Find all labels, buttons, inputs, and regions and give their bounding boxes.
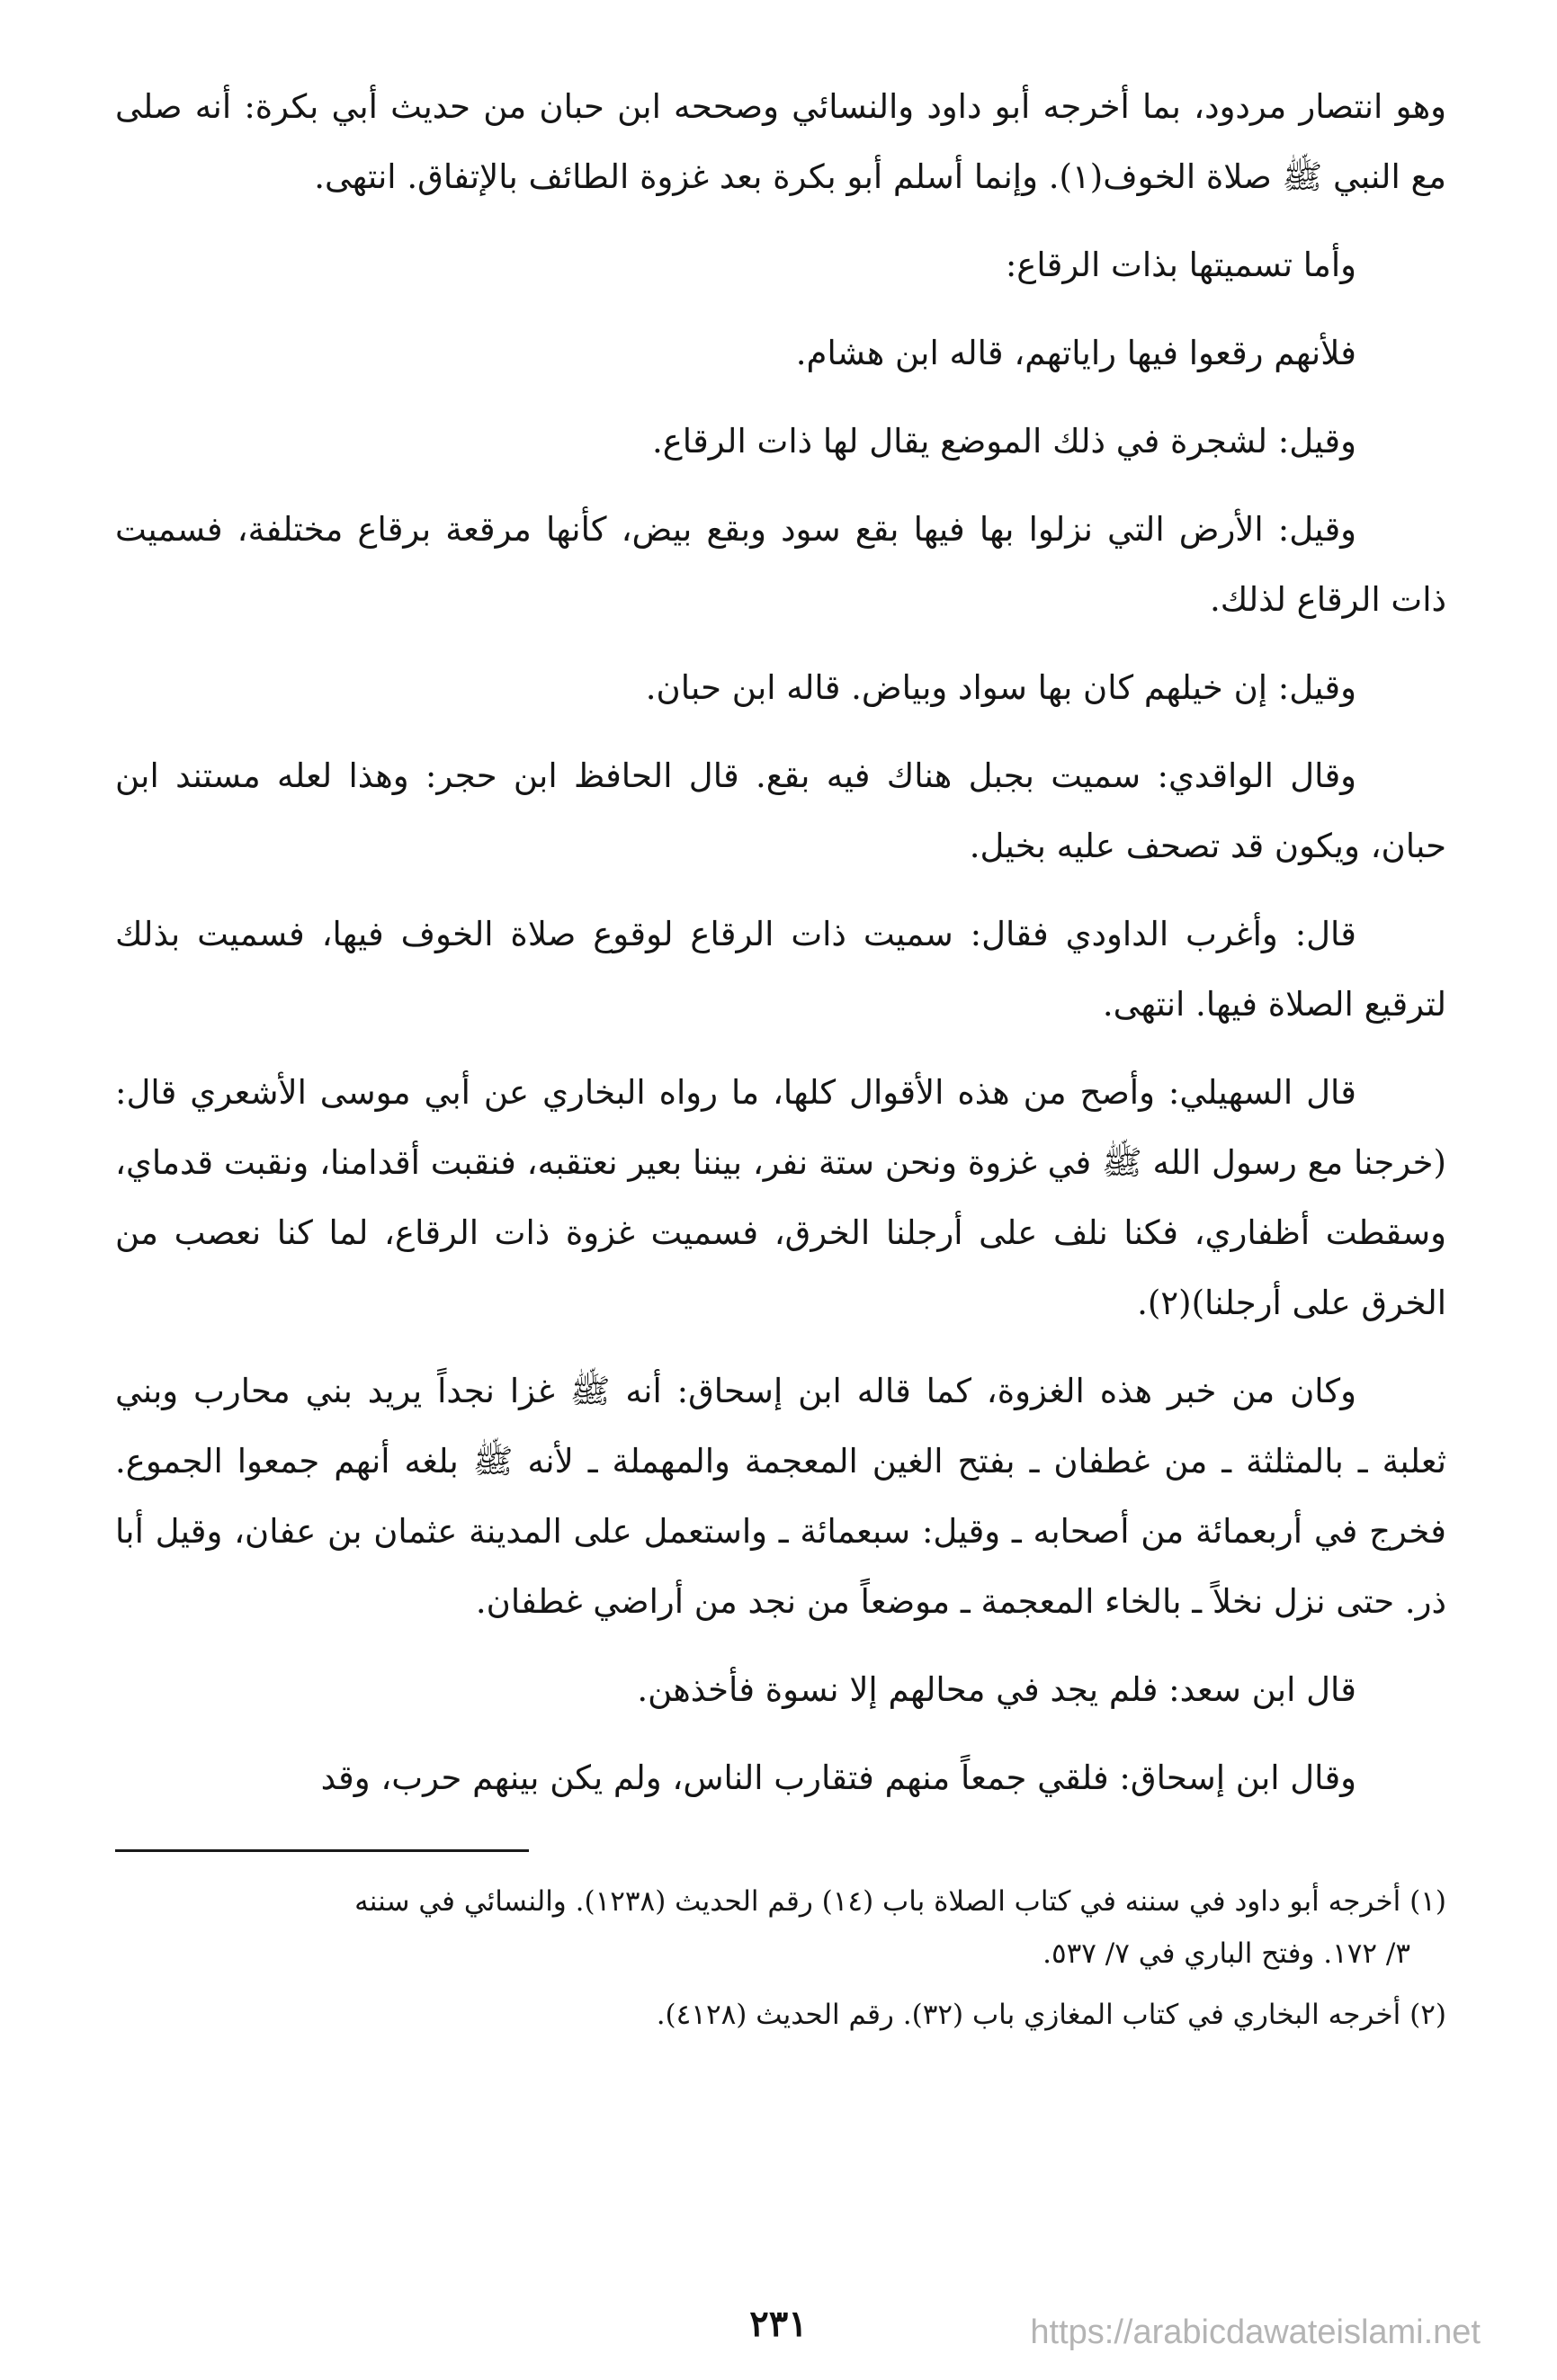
page-number: ٢٣١ — [749, 2303, 808, 2345]
footnote-1-line-2: ٣/ ١٧٢. وفتح الباري في ٧/ ٥٣٧. — [1042, 1937, 1410, 1970]
paragraph-1: وهو انتصار مردود، بما أخرجه أبو داود والنسائي وصححه ابن حبان من حديث أبي بكرة: أنه صلى مع النبي ﷺ صلاة الخوف(١). وإنما أسلم أبو بكرة بعد غزوة الطائف بالإتفاق. انتهى. — [115, 87, 1446, 196]
paragraph-10: وكان من خبر هذه الغزوة، كما قاله ابن إسحاق: أنه ﷺ غزا نجداً يريد بني محارب وبني ثعلبة ـ بالمثلثة ـ من غطفان ـ بفتح الغين المعجمة والمهملة ـ لأنه ﷺ بلغه أنهم جمعوا الجموع. فخرج في أربعمائة من أصحابه ـ وقيل: سبعمائة ـ واستعمل على المدينة عثمان بن عفان، وقيل أبا ذر. حتى نزل نخلاً ـ بالخاء المعجمة ـ موضعاً من نجد من أراضي غطفان. — [115, 1372, 1446, 1621]
paragraph-2: وأما تسميتها بذات الرقاع: — [1005, 246, 1356, 284]
paragraph-8: قال: وأغرب الداودي فقال: سميت ذات الرقاع لوقوع صلاة الخوف فيها، فسميت بذلك لترقيع الصلاة فيها. انتهى. — [115, 915, 1446, 1024]
paragraph-9: قال السهيلي: وأصح من هذه الأقوال كلها، ما رواه البخاري عن أبي موسى الأشعري قال: (خرجنا مع رسول الله ﷺ في غزوة ونحن ستة نفر، بيننا بعير نعتقبه، فنقبت أقدامنا، ونقبت قدماي، وسقطت أظفاري، فكنا نلف على أرجلنا الخرق، فسميت غزوة ذات الرقاع، لما كنا نعصب من الخرق على أرجلنا)(٢). — [115, 1073, 1446, 1322]
watermark-url: https://arabicdawateislami.net — [1030, 2313, 1481, 2351]
footnote-2: (٢) أخرجه البخاري في كتاب المغازي باب (٣٢). رقم الحديث (٤١٢٨). — [656, 1999, 1446, 2031]
paragraph-4: وقيل: لشجرة في ذلك الموضع يقال لها ذات الرقاع. — [651, 422, 1356, 461]
paragraph-12: وقال ابن إسحاق: فلقي جمعاً منهم فتقارب الناس، ولم يكن بينهم حرب، وقد — [320, 1758, 1356, 1797]
footnote-separator — [115, 1849, 529, 1852]
footnotes — [115, 1875, 1446, 2041]
paragraph-11: قال ابن سعد: فلم يجد في محالهم إلا نسوة فأخذهن. — [637, 1670, 1356, 1709]
paragraph-6: وقيل: إن خيلهم كان بها سواد وبياض. قاله ابن حبان. — [645, 668, 1356, 707]
paragraph-3: فلأنهم رقعوا فيها راياتهم، قاله ابن هشام. — [795, 334, 1356, 372]
footnote-1-line-1: (١) أخرجه أبو داود في سننه في كتاب الصلاة باب (١٤) رقم الحديث (١٢٣٨). والنسائي في سننه — [354, 1885, 1446, 1918]
paragraph-5: وقيل: الأرض التي نزلوا بها فيها بقع سود وبقع بيض، كأنها مرقعة برقاع مختلفة، فسميت ذات الرقاع لذلك. — [115, 510, 1446, 619]
footnote-1 — [115, 1875, 1446, 1980]
paragraph-7: وقال الواقدي: سميت بجبل هناك فيه بقع. قال الحافظ ابن حجر: وهذا لعله مستند ابن حبان، ويكون قد تصحف عليه بخيل. — [115, 756, 1446, 865]
main-text — [115, 72, 1446, 1813]
book-page — [115, 72, 1446, 2375]
